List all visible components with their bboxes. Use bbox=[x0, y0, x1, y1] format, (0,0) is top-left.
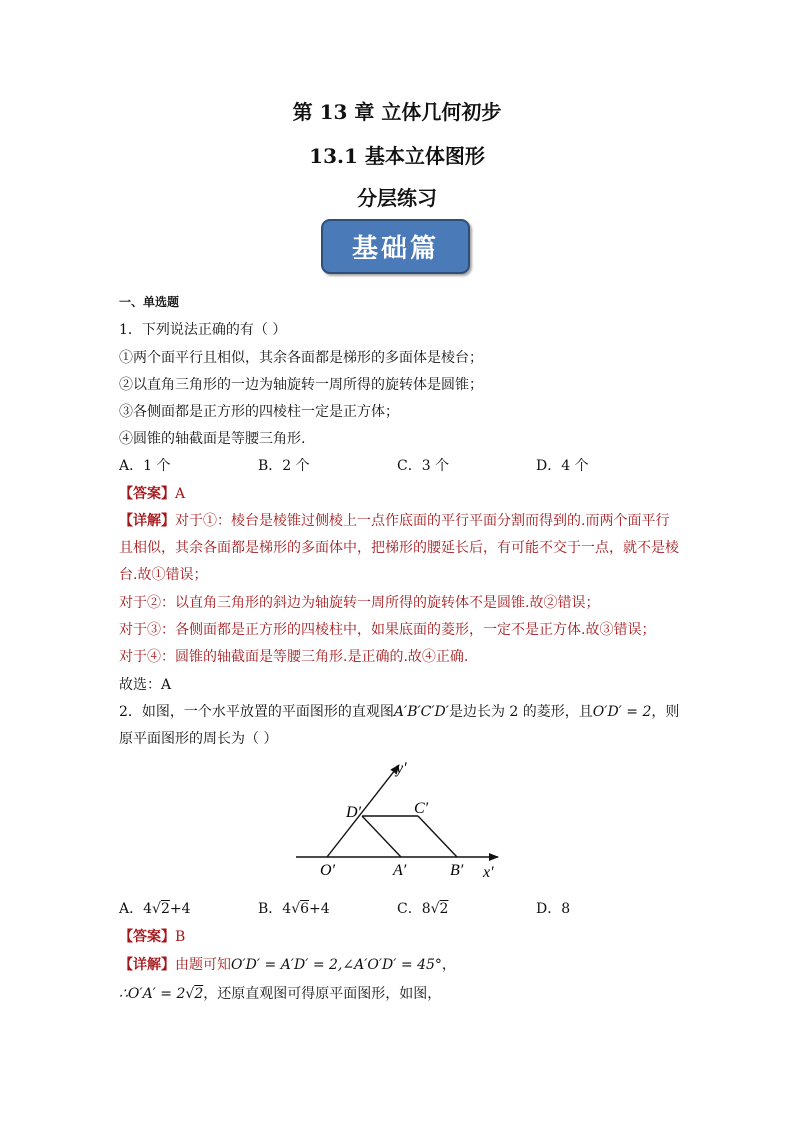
q1-statement-1: ①两个面平行且相似，其余各面都是梯形的多面体是棱台； bbox=[119, 350, 483, 366]
answer-value: A bbox=[175, 486, 186, 502]
detail-equation: O′D′ = A′D′ = 2,∠A′O′D′ = 45° bbox=[231, 957, 442, 973]
answer-value: B bbox=[175, 929, 186, 945]
side-cb bbox=[418, 816, 457, 857]
radicand: 2 bbox=[160, 901, 170, 917]
q2-option-b bbox=[258, 898, 330, 918]
q2-option-c bbox=[397, 898, 448, 918]
subtitle: 分层练习 bbox=[357, 186, 437, 210]
q2-stem-text-c: ，则 bbox=[651, 704, 680, 720]
section-label: 一、单选题 bbox=[119, 295, 180, 309]
q1-option-b: B．2 个 bbox=[258, 458, 310, 474]
q2-option-d: D．8 bbox=[536, 901, 571, 917]
q1-stem: 1．下列说法正确的有（ ） bbox=[119, 322, 287, 338]
q1-answer bbox=[119, 483, 185, 503]
label-c: C′ bbox=[414, 800, 429, 817]
q2-option-c-prefix: C．8 bbox=[397, 901, 431, 917]
q2-stem-text-b: 是边长为 2 的菱形，且 bbox=[448, 704, 593, 720]
q2-option-a-prefix: A．4 bbox=[119, 901, 153, 917]
chapter-title: 第 13 章 立体几何初步 bbox=[292, 100, 502, 124]
q1-detail-1 bbox=[119, 510, 669, 530]
q1-statement-4: ④圆锥的轴截面是等腰三角形. bbox=[119, 431, 306, 447]
q2-option-a bbox=[119, 898, 191, 918]
answer-tag: 【答案】 bbox=[119, 929, 175, 945]
q1-conclusion: 故选：A bbox=[119, 677, 172, 693]
q2-detail-2 bbox=[119, 983, 441, 1003]
q1-detail-4: 对于②：以直角三角形的斜边为轴旋转一周所得的旋转体不是圆锥.故②错误； bbox=[119, 595, 600, 611]
sqrt-sign: √ bbox=[291, 901, 301, 917]
q2-option-a-suffix: +4 bbox=[169, 901, 191, 917]
q2-option-b-prefix: B．4 bbox=[258, 901, 292, 917]
radicand: 6 bbox=[300, 901, 310, 917]
label-d: D′ bbox=[346, 804, 362, 821]
q2-stem-line-1 bbox=[119, 701, 679, 721]
side-da bbox=[362, 816, 401, 857]
q2-answer bbox=[119, 926, 185, 946]
q2-figure bbox=[290, 755, 510, 890]
detail-text: 由题可知 bbox=[175, 957, 231, 973]
sqrt-sign: √ bbox=[430, 901, 440, 917]
q2-stem-figure: A′B′C′D′ bbox=[393, 704, 449, 720]
label-a: A′ bbox=[393, 862, 407, 879]
q1-detail-5: 对于③：各侧面都是正方形的四棱柱中，如果底面的菱形，一定不是正方体.故③错误； bbox=[119, 622, 656, 638]
level-badge bbox=[321, 219, 470, 274]
q1-option-a: A．1 个 bbox=[119, 458, 171, 474]
detail-2-eq: ∴O′A′ = 2 bbox=[119, 986, 186, 1002]
detail-end: ， bbox=[441, 957, 456, 973]
detail-tag: 【详解】 bbox=[119, 513, 175, 529]
q1-detail-2: 且相似，其余各面都是梯形的多面体中，把梯形的腰延长后，有可能不交于一点，就不是棱 bbox=[119, 540, 679, 556]
answer-tag: 【答案】 bbox=[119, 486, 175, 502]
q1-detail-3: 台.故①错误； bbox=[119, 567, 208, 583]
detail-tag: 【详解】 bbox=[119, 957, 175, 973]
q1-detail-6: 对于④：圆锥的轴截面是等腰三角形.是正确的.故④正确. bbox=[119, 649, 469, 665]
label-b: B′ bbox=[450, 862, 464, 879]
q2-stem-equation: O′D′ = 2 bbox=[592, 704, 652, 720]
radicand: 2 bbox=[194, 986, 204, 1002]
label-y: y′ bbox=[396, 760, 407, 777]
q1-option-c: C．3 个 bbox=[397, 458, 450, 474]
q1-statement-3: ③各侧面都是正方形的四棱柱一定是正方体； bbox=[119, 404, 399, 420]
q2-detail-1 bbox=[119, 954, 456, 974]
detail-2-text: ，还原直观图可得原平面图形，如图， bbox=[203, 986, 442, 1002]
q1-statement-2: ②以直角三角形的一边为轴旋转一周所得的旋转体是圆锥； bbox=[119, 377, 483, 393]
q2-option-b-suffix: +4 bbox=[309, 901, 330, 917]
label-o: O′ bbox=[320, 862, 336, 879]
section-title: 13.1 基本立体图形 bbox=[309, 144, 485, 168]
label-x: x′ bbox=[483, 864, 494, 881]
q1-option-d: D．4 个 bbox=[536, 458, 589, 474]
q2-stem-text-a: 2．如图，一个水平放置的平面图形的直观图 bbox=[119, 704, 394, 720]
sqrt-sign: √ bbox=[185, 986, 195, 1002]
sqrt-sign: √ bbox=[152, 901, 161, 917]
level-badge-label: 基础篇 bbox=[351, 234, 439, 264]
detail-text: 对于①：棱台是棱锥过侧棱上一点作底面的平行平面分割而得到的.而两个面平行 bbox=[175, 513, 670, 529]
q2-stem-line-2: 原平面图形的周长为（ ） bbox=[119, 731, 278, 747]
radicand: 2 bbox=[439, 901, 449, 917]
